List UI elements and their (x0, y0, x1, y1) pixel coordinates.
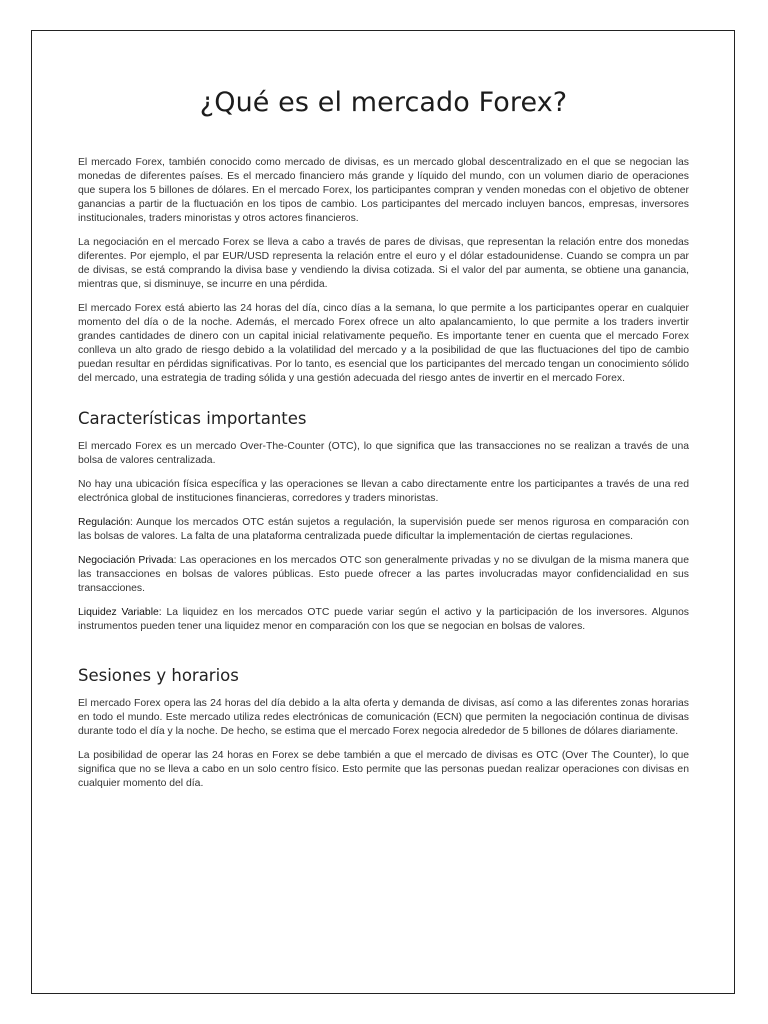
intro-paragraph: El mercado Forex está abierto las 24 horas del día, cinco días a la semana, lo que permite a los participantes operar en cualquier momento del día o de la noche. Además, el mercado Forex ofrece un alto apalancamiento, lo que permite a los traders invertir grandes cantidades de dinero con un capital inicial relativamente pequeño. Es importante tener en cuenta que el mercado Forex conlleva un alto grado de riesgo debido a la volatilidad del mercado y a la posibilidad de que las fluctuaciones del tipo de cambio puedan resultar en pérdidas significativas. Por lo tanto, es esencial que los participantes del mercado tengan un conocimiento sólido del mercado, una estrategia de trading sólida y una gestión adecuada del riesgo antes de invertir en el mercado Forex. (78, 303, 689, 384)
feature-item-negociacion-privada (78, 554, 689, 596)
section-heading-sessions: Sesiones y horarios (78, 666, 239, 685)
section-heading-features: Características importantes (78, 409, 307, 428)
document-content (78, 58, 689, 801)
feature-description: La liquidez en los mercados OTC puede variar según el activo y la participación de los inversores. Algunos instrumentos pueden tener una liquidez menor en comparación con los que se negocian en bolsas de valores. (78, 607, 689, 632)
page-title: ¿Qué es el mercado Forex? (199, 87, 568, 118)
intro-paragraph: El mercado Forex, también conocido como mercado de divisas, es un mercado global descentralizado en el que se negocian las monedas de diferentes países. Es el mercado financiero más grande y líquido del mundo, con un volumen diario de operaciones que supera los 5 billones de dólares. En el mercado Forex, los participantes compran y venden monedas con el objetivo de obtener ganancias a partir de la fluctuación en los tipos de cambio. Los participantes del mercado incluyen bancos, empresas, inversores institucionales, traders minoristas y otros actores financieros. (78, 157, 689, 224)
feature-description: : Las operaciones en los mercados OTC son generalmente privadas y no se divulgan de la misma manera que las transacciones en bolsas de valores públicas. Esto puede ofrecer a las partes involucradas mayor confidencialidad en sus transacciones. (78, 555, 689, 594)
feature-item-regulacion (78, 516, 689, 544)
sessions-paragraph: El mercado Forex opera las 24 horas del día debido a la alta oferta y demanda de divisas, así como a las diferentes zonas horarias en todo el mundo. Este mercado utiliza redes electrónicas de comunicación (ECN) que permiten la negociación continua de divisas durante todo el día y la noche. De hecho, se estima que el mercado Forex negocia alrededor de 5 billones de dólares diariamente. (78, 698, 689, 737)
feature-term: Regulación (78, 517, 130, 528)
features-paragraph: El mercado Forex es un mercado Over-The-Counter (OTC), lo que significa que las transacciones no se realizan a través de una bolsa de valores centralizada. (78, 441, 689, 466)
feature-description: : Aunque los mercados OTC están sujetos a regulación, la supervisión puede ser menos rigurosa en comparación con las bolsas de valores. La falta de una plataforma centralizada puede dificultar la implementación de ciertas regulaciones. (78, 517, 689, 542)
intro-paragraph: La negociación en el mercado Forex se lleva a cabo a través de pares de divisas, que representan la relación entre dos monedas diferentes. Por ejemplo, el par EUR/USD representa la relación entre el euro y el dólar estadounidense. Cuando se compra un par de divisas, se está comprando la divisa base y vendiendo la divisa cotizada. Si el valor del par aumenta, se obtiene una ganancia, mientras que, si disminuye, se incurre en una pérdida. (78, 237, 689, 290)
feature-term: Liquidez Variable: (78, 607, 162, 618)
features-paragraph: No hay una ubicación física específica y las operaciones se llevan a cabo directamente entre los participantes a través de una red electrónica global de instituciones financieras, corredores y traders minoristas. (78, 479, 689, 504)
feature-item-liquidez-variable (78, 606, 689, 634)
sessions-paragraph: La posibilidad de operar las 24 horas en Forex se debe también a que el mercado de divisas es OTC (Over The Counter), lo que significa que no se lleva a cabo en un solo centro físico. Esto permite que las personas puedan realizar operaciones con divisas en cualquier momento del día. (78, 750, 689, 789)
feature-term: Negociación Privada (78, 555, 174, 566)
